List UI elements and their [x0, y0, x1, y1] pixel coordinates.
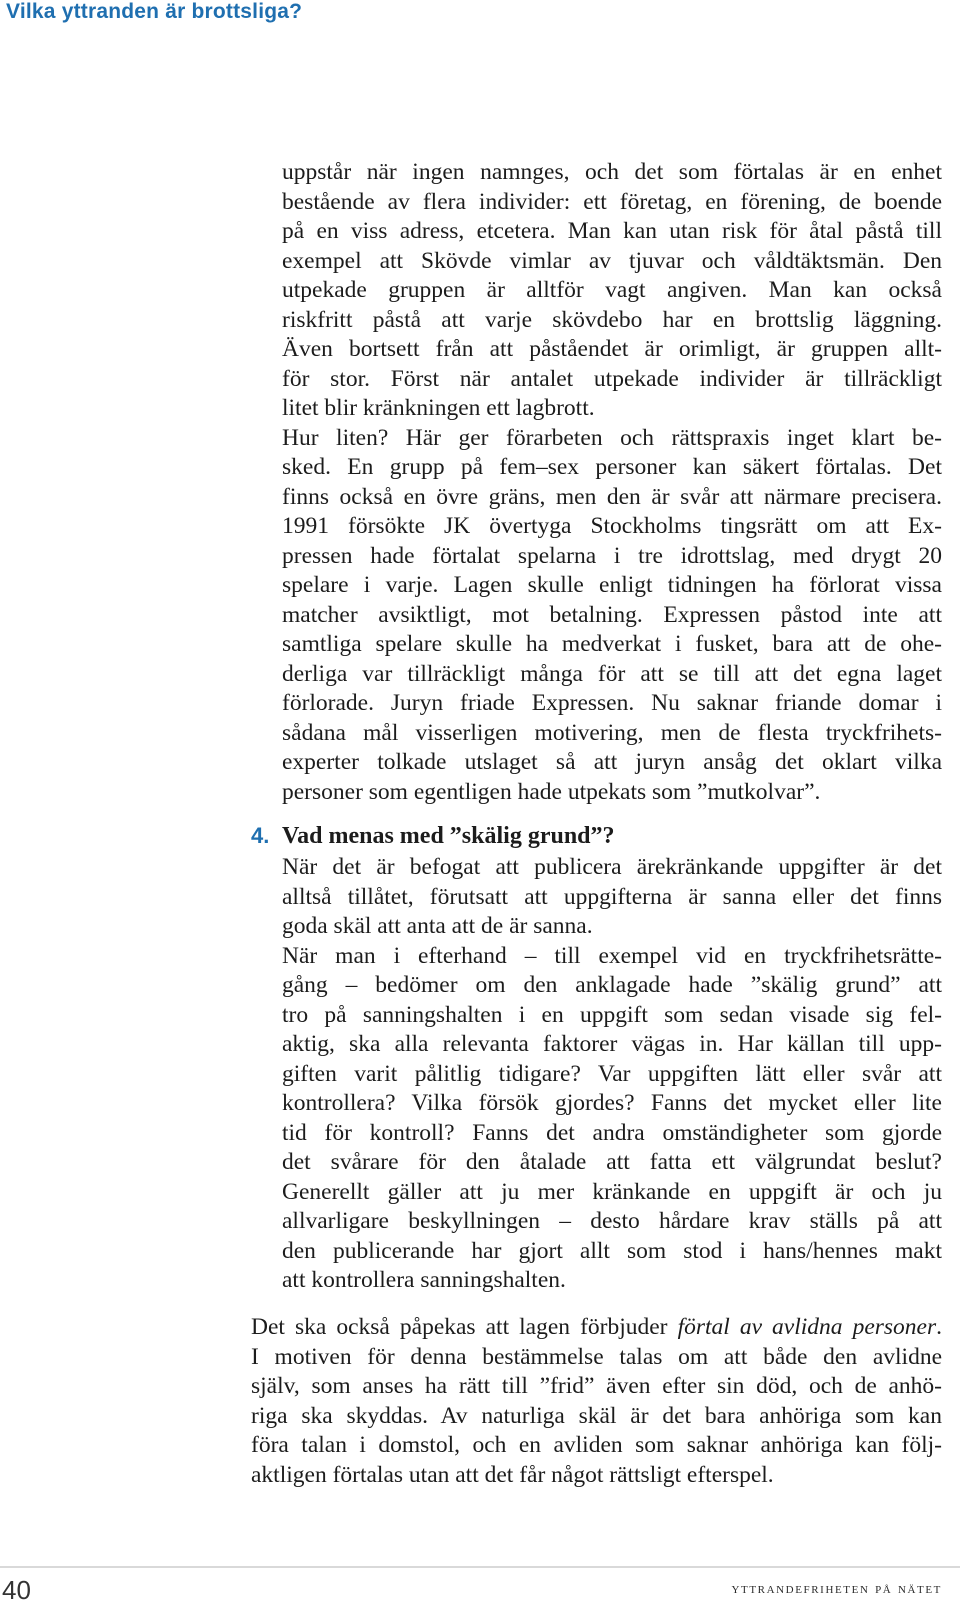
text-line: matcher avsiktligt, mot betalning. Expressen påstod inte att	[282, 601, 942, 628]
text-run: .	[936, 1314, 943, 1340]
section-title: Vad menas med ”skälig grund”?	[282, 823, 615, 849]
text-line: själv, som anses ha rätt till ”frid” även efter sin död, och de anhö-	[251, 1373, 942, 1399]
text-line: Generellt gäller att ju mer kränkande en uppgift är och ju	[282, 1178, 942, 1205]
text-line: sådana mål visserligen motivering, men de flesta tryckfrihets-	[282, 719, 942, 746]
text-line: goda skäl att anta att de är sanna.	[282, 913, 593, 939]
group-size-paragraph	[282, 424, 942, 808]
text-line: experter tolkade utslaget så att juryn ansåg det oklart vilka	[282, 749, 942, 775]
text-line: för stor. Först när antalet utpekade individer är tillräckligt	[282, 365, 942, 392]
section-number: 4.	[251, 823, 270, 848]
text-line: Även bortsett från att påståendet är orimligt, är gruppen allt-	[282, 336, 942, 362]
text-line: att kontrollera sanningshalten.	[282, 1267, 566, 1293]
closing-paragraph	[251, 1313, 942, 1490]
text-line: gång – bedömer om den anklagade hade ”skälig grund” att	[282, 972, 942, 998]
text-line: sked. En grupp på fem–sex personer kan säkert förtalas. Det	[282, 454, 942, 480]
intro-paragraph	[282, 158, 942, 424]
text-line: uppstår när ingen namnges, och det som förtalas är en enhet	[282, 159, 942, 185]
section-heading	[251, 823, 615, 850]
text-line: bestående av flera individer: ett företag, en förening, de boende	[282, 188, 942, 215]
text-line: personer som egentligen hade utpekats som ”mutkolvar”.	[282, 778, 821, 805]
text-line: När det är befogat att publicera ärekränkande uppgifter är det	[282, 854, 942, 880]
running-head-title: Vilka yttranden är brottsliga?	[6, 0, 303, 23]
text-line: det svårare för den åtalade att fatta ett välgrundat beslut?	[282, 1149, 942, 1175]
text-line: förlorade. Juryn friade Expressen. Nu saknar friande domar i	[282, 690, 942, 716]
text-line: spelare i varje. Lagen skulle enligt tidningen ha förlorat vissa	[282, 572, 942, 598]
text-line: 1991 försökte JK övertyga Stockholms tingsrätt om att Ex-	[282, 513, 942, 539]
text-line: pressen hade förtalat spelarna i tre idrottslag, med drygt 20	[282, 542, 942, 569]
text-line: föra talan i domstol, och en avliden som saknar anhöriga kan följ-	[251, 1432, 942, 1458]
page-number: 40	[2, 1575, 31, 1605]
text-line: I motiven för denna bestämmelse talas om att både den avlidne	[251, 1343, 942, 1370]
section4-paragraph-1	[282, 853, 942, 942]
text-line: litet blir kränkningen ett lagbrott.	[282, 395, 595, 421]
text-line: den publicerande har gjort allt som stod i hans/hennes makt	[282, 1237, 942, 1264]
text-line: Hur liten? Här ger förarbeten och rättspraxis inget klart be-	[282, 424, 942, 451]
text-line: utpekade gruppen är alltför vagt angiven. Man kan också	[282, 277, 942, 303]
text-line: finns också en övre gräns, men den är svår att närmare precisera.	[282, 483, 942, 510]
text-line: derliga var tillräckligt många för att se till att det egna laget	[282, 660, 942, 687]
text-line: riskfritt påstå att varje skövdebo har en brottslig läggning.	[282, 306, 942, 333]
emphasis-text: förtal av avlidna personer	[677, 1314, 937, 1340]
text-line: giften varit pålitlig tidigare? Var uppgiften lätt eller svår att	[282, 1060, 942, 1087]
text-line	[251, 1313, 942, 1343]
text-line: kontrollera? Vilka försök gjordes? Fanns det mycket eller lite	[282, 1090, 942, 1116]
text-line: alltså tillåtet, förutsatt att uppgifterna är sanna eller det finns	[282, 883, 942, 910]
text-run: Det ska också påpekas att lagen förbjuder	[251, 1314, 678, 1340]
text-line: samtliga spelare skulle ha medverkat i fusket, bara att de ohe-	[282, 631, 942, 657]
text-line: aktligen förtalas utan att det får något rättsligt efterspel.	[251, 1461, 774, 1488]
text-line: riga ska skyddas. Av naturliga skäl är det bara anhöriga som kan	[251, 1402, 942, 1429]
text-line: allvarligare beskyllningen – desto hårdare krav ställs på att	[282, 1208, 942, 1234]
text-line: När man i efterhand – till exempel vid en tryckfrihetsrätte-	[282, 942, 942, 969]
footer-divider	[0, 1566, 960, 1568]
text-line: på en viss adress, etcetera. Man kan utan risk för åtal påstå till	[282, 218, 942, 244]
text-line: tid för kontroll? Fanns det andra omständigheter som gjorde	[282, 1119, 942, 1146]
text-line: exempel att Skövde vimlar av tjuvar och våldtäktsmän. Den	[282, 247, 942, 274]
text-line: tro på sanningshalten i en uppgift som sedan visade sig fel-	[282, 1001, 942, 1028]
footer-book-title: yttrandefriheten på nätet	[731, 1580, 942, 1597]
text-line: aktig, ska alla relevanta faktorer vägas in. Har källan till upp-	[282, 1031, 942, 1057]
section4-paragraph-2	[282, 942, 942, 1296]
